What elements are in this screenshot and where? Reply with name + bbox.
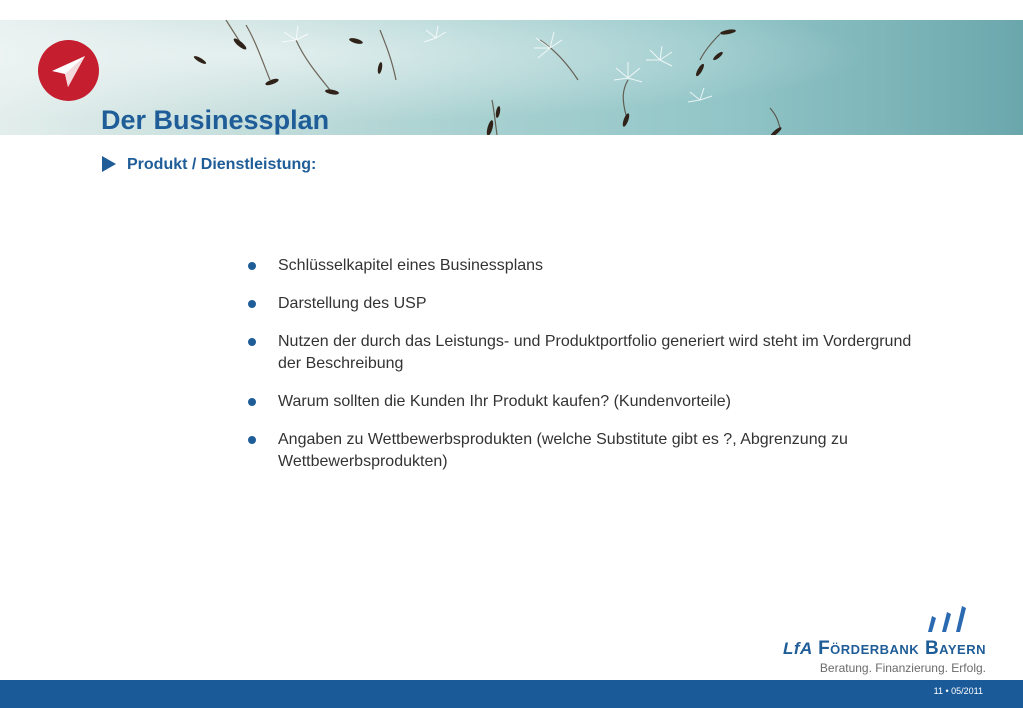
list-item [245, 255, 925, 277]
lfa-brand-marks-icon [922, 606, 970, 632]
bullet-dot-icon [248, 338, 256, 346]
page-number-date: 11 • 05/2011 [933, 686, 983, 696]
list-item-text: Darstellung des USP [278, 295, 427, 312]
list-item-text: Angaben zu Wettbewerbsprodukten (welche Substitute gibt es ?, Abgrenzung zu Wettbewerbsprodukten) [278, 431, 848, 470]
bank-tagline: Beratung. Finanzierung. Erfolg. [819, 661, 986, 675]
bullet-dot-icon [248, 300, 256, 308]
bullet-list [245, 255, 925, 489]
bullet-dot-icon [248, 262, 256, 270]
list-item [245, 429, 925, 473]
list-item [245, 293, 925, 315]
triangle-right-icon [102, 156, 116, 172]
paper-plane-icon [38, 40, 99, 101]
bank-logo-wordmark [783, 638, 986, 660]
list-item-text: Nutzen der durch das Leistungs- und Produktportfolio generiert wird steht im Vordergrund der Beschreibung [278, 333, 912, 372]
list-item-text: Warum sollten die Kunden Ihr Produkt kaufen? (Kundenvorteile) [278, 393, 731, 410]
footer-bar [0, 680, 1023, 708]
list-item [245, 331, 925, 375]
bank-logo-name: Förderbank Bayern [818, 638, 986, 659]
list-item [245, 391, 925, 413]
page-title: Der Businessplan [101, 105, 330, 135]
bank-logo-abbr: LfA [783, 639, 813, 658]
bullet-dot-icon [248, 436, 256, 444]
list-item-text: Schlüsselkapitel eines Businessplans [278, 257, 544, 274]
bullet-dot-icon [248, 398, 256, 406]
section-subtitle [102, 156, 316, 174]
section-subtitle-label: Produkt / Dienstleistung: [127, 156, 317, 173]
